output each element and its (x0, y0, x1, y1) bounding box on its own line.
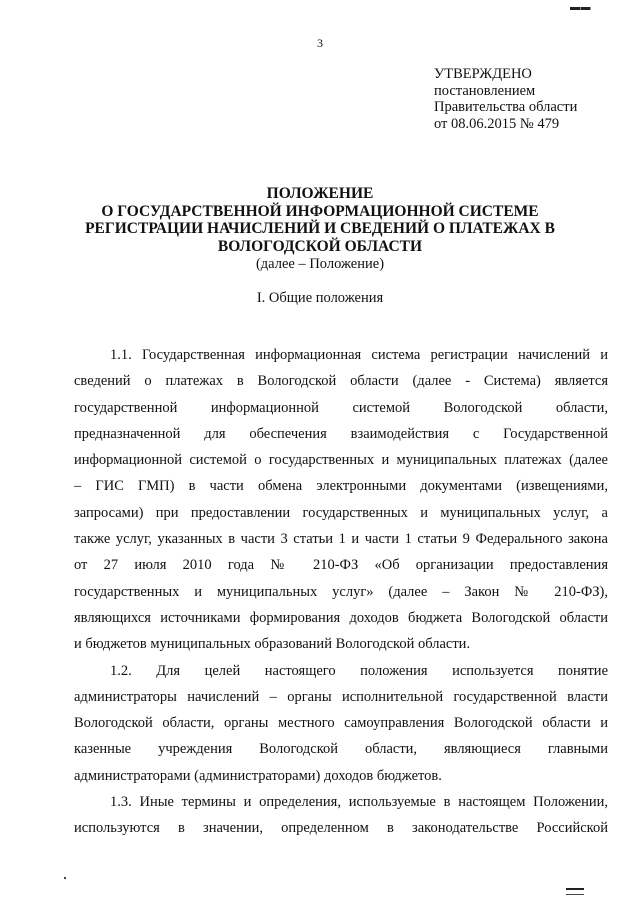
approval-line: Правительства области (434, 99, 578, 115)
text-line: государственных и муниципальных услуг» (далее – Закон № 210-ФЗ), (74, 583, 608, 600)
page-number: 3 (317, 36, 323, 50)
title-line: О ГОСУДАРСТВЕННОЙ ИНФОРМАЦИОННОЙ СИСТЕМЕ (101, 202, 539, 220)
text-line: также услуг, указанных в части 3 статьи 1 и части 1 статьи 9 Федерального закона (74, 531, 608, 548)
scan-mark-bottom (566, 888, 584, 895)
text-line: используются в значении, определенном в законодательстве Российской (74, 820, 608, 837)
text-line: запросами) при предоставлении государственных и муниципальных услуг, а (74, 504, 608, 521)
body-text (74, 346, 608, 846)
title-line: ПОЛОЖЕНИЕ (266, 185, 374, 202)
text-line: сведений о платежах в Вологодской области (далее - Система) является (74, 373, 608, 390)
scan-dot (64, 877, 66, 879)
text-line: казенные учреждения Вологодской области, являющиеся главными (74, 741, 608, 758)
title-note: (далее – Положение) (255, 256, 385, 272)
text-line: от 27 июля 2010 года № 210-ФЗ «Об организации предоставления (74, 557, 608, 574)
approval-stamp (434, 66, 577, 132)
text-line: являющихся источниками формирования доходов бюджета Вологодской области (74, 609, 608, 626)
approval-line: УТВЕРЖДЕНО (434, 66, 532, 82)
document-title (0, 185, 640, 255)
text-line: 1.2. Для целей настоящего положения используется понятие (110, 662, 608, 679)
title-line: РЕГИСТРАЦИИ НАЧИСЛЕНИЙ И СВЕДЕНИЙ О ПЛАТЕЖАХ В (85, 220, 555, 237)
approval-line: от 08.06.2015 № 479 (434, 115, 560, 132)
title-line: ВОЛОГОДСКОЙ ОБЛАСТИ (217, 237, 423, 255)
text-line: 1.1. Государственная информационная система регистрации начислений и (110, 347, 608, 363)
text-line: информационной системой о государственных и муниципальных платежах (далее (74, 452, 608, 469)
scan-mark-top: ▬ ▬ (570, 2, 590, 13)
text-line: и бюджетов муниципальных образований Вологодской области. (74, 636, 471, 653)
section-heading: I. Общие положения (256, 290, 384, 306)
approval-line: постановлением (434, 82, 536, 99)
text-line: государственной информационной системой Вологодской области, (74, 399, 608, 416)
text-line: Вологодской области, органы местного самоуправления Вологодской области и (74, 715, 608, 732)
text-line: – ГИС ГМП) в части обмена электронными документами (извещениями, (74, 478, 608, 495)
text-line: администраторы начислений – органы исполнительной государственной власти (74, 688, 608, 705)
text-line: 1.3. Иные термины и определения, используемые в настоящем Положении, (110, 794, 608, 811)
text-line: администраторами (администраторами) доходов бюджетов. (74, 767, 442, 784)
text-line: предназначенной для обеспечения взаимодействия с Государственной (74, 425, 608, 442)
